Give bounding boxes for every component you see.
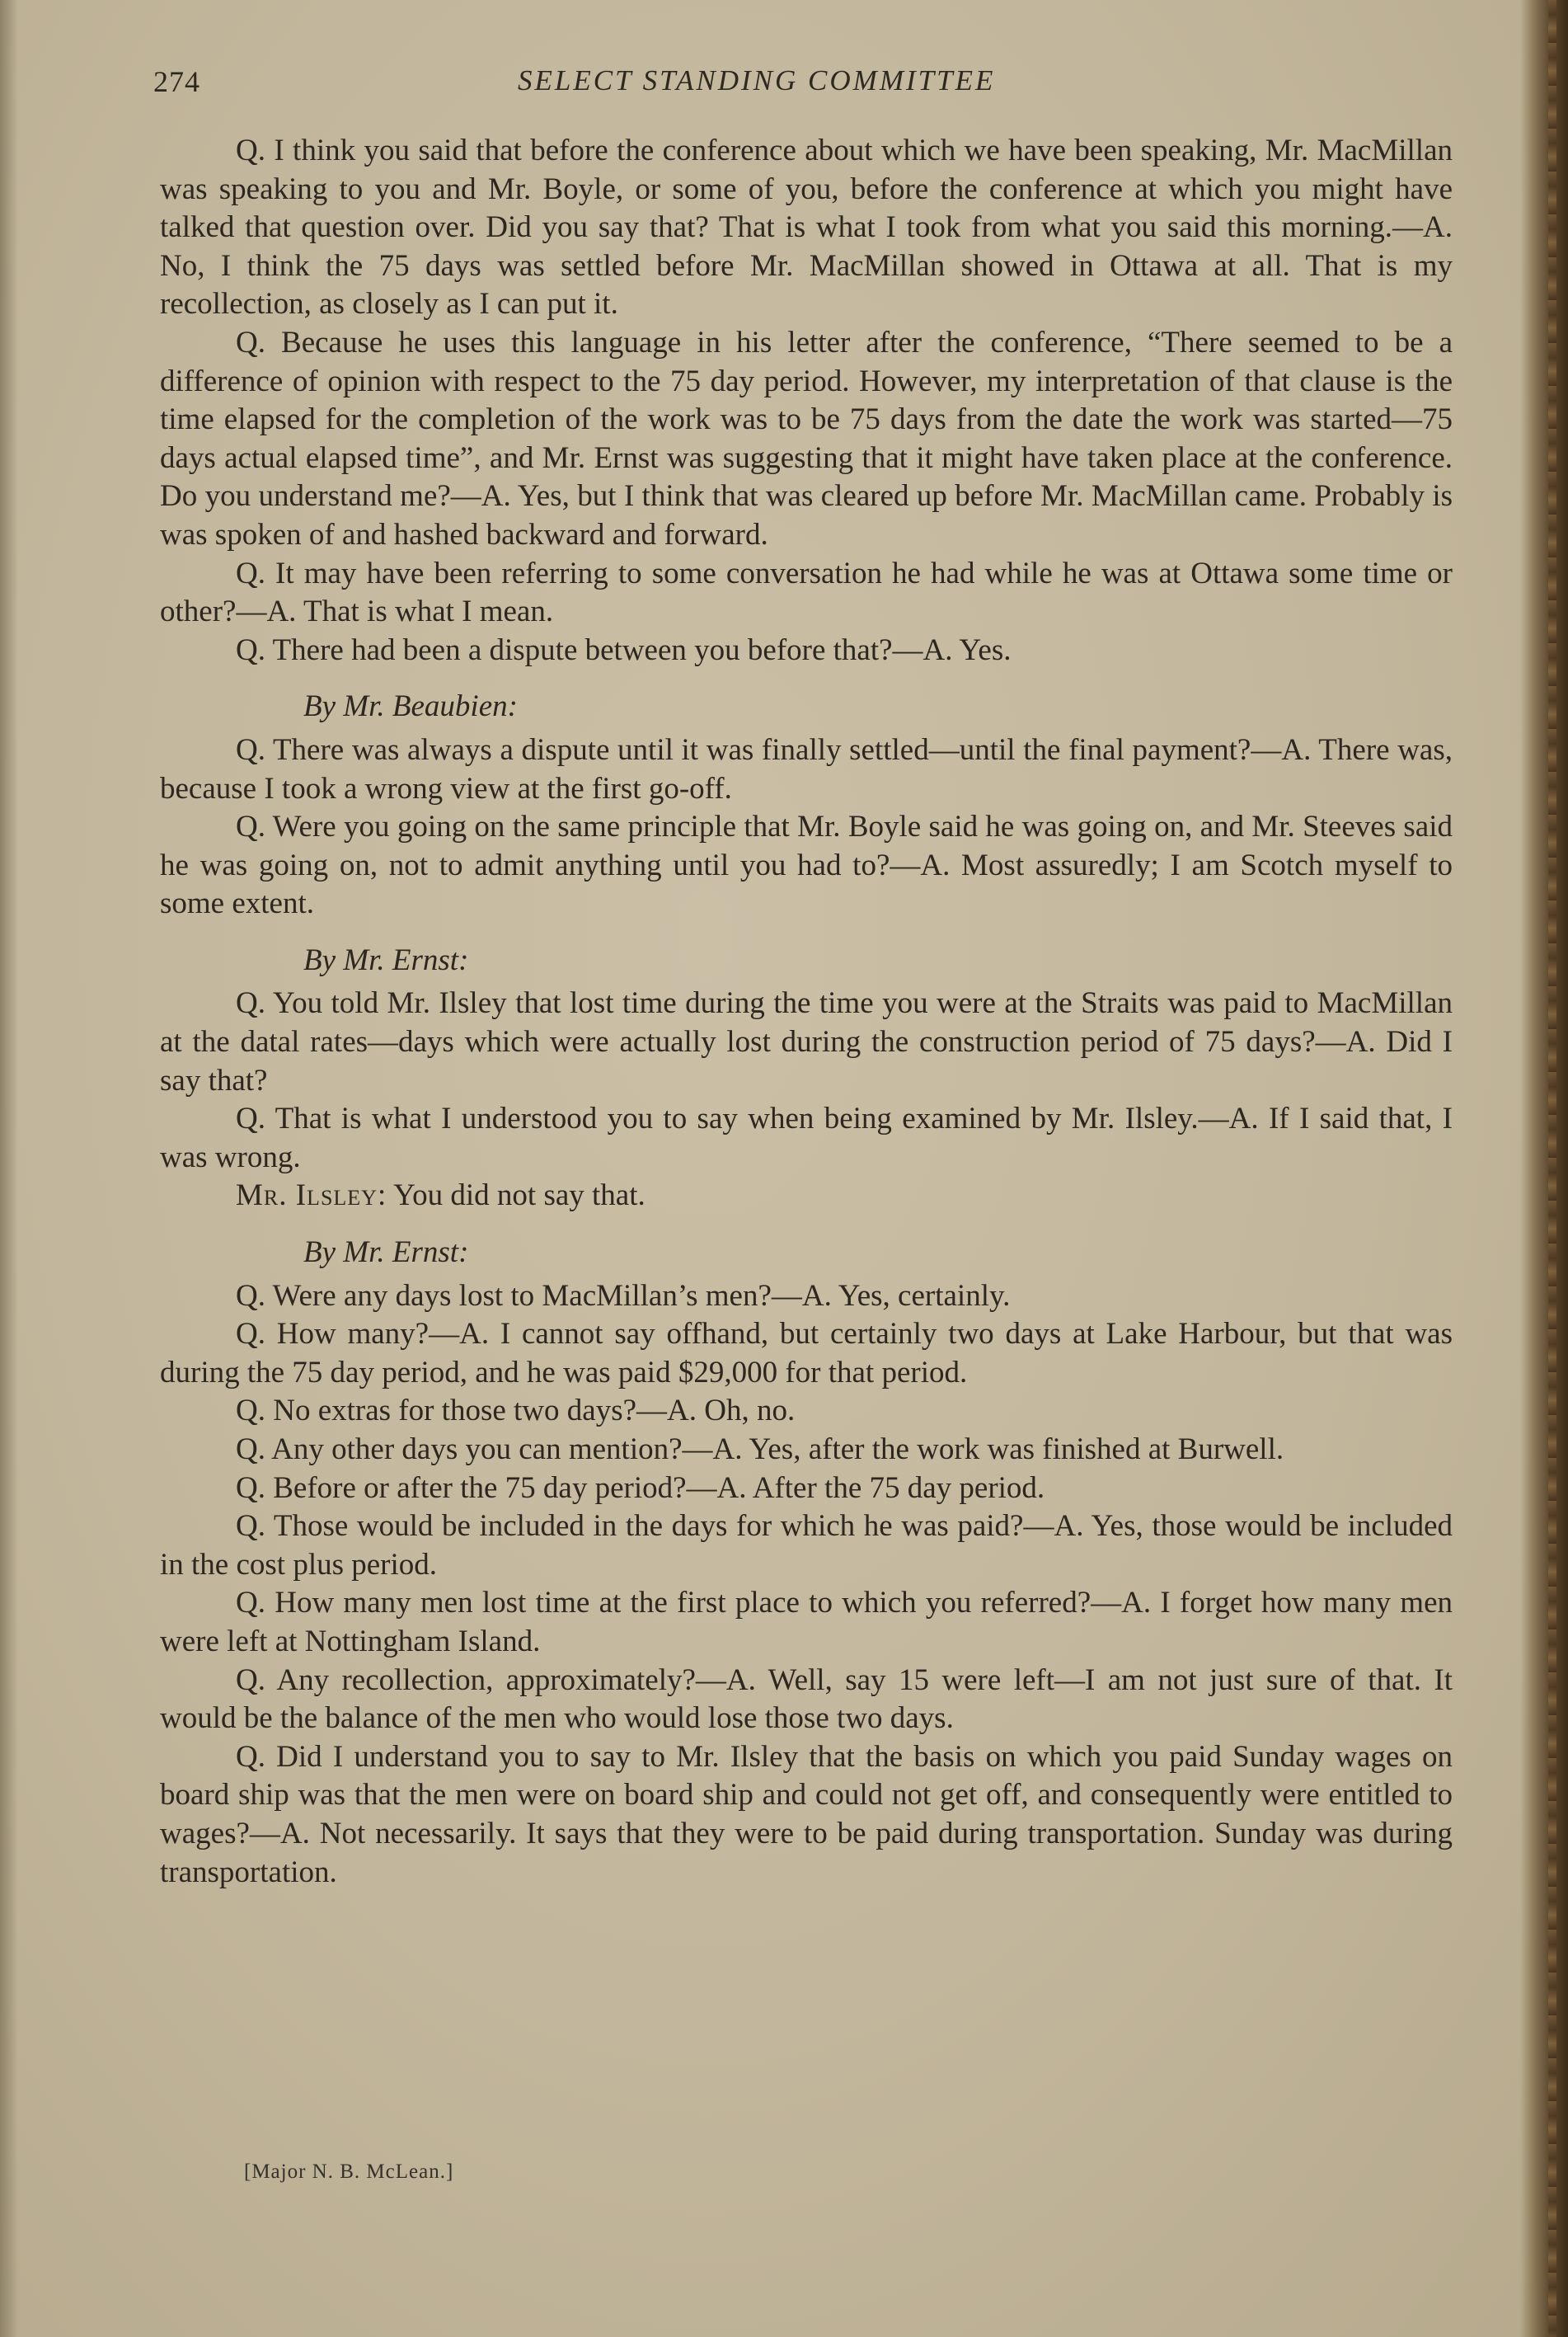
body-text [160,132,1453,1892]
paragraph: Q. Because he uses this language in his letter after the conference, “There seemed to be a difference of opinion with respect to the 75 day period. However, my interpretation of that clause is the time elapsed for the completion of the work was to be 75 days from the date the work was started—75 days actual elapsed time”, and Mr. Ernst was suggesting that it might have taken place at the conference. Do you understand me?—A. Yes, but I think that was cleared up before Mr. MacMillan came. Probably is was spoken of and hashed backward and forward. [160,325,1453,552]
examiner-byline: By Mr. Ernst: [303,1235,469,1270]
speaker-name: Mr. Ilsley: [236,1178,387,1213]
paragraph: Q. Any other days you can mention?—A. Yes, after the work was finished at Burwell. [236,1432,1284,1466]
speaker-statement: You did not say that. [387,1178,646,1213]
paragraph: Q. There had been a dispute between you before that?—A. Yes. [236,632,1012,667]
paragraph: Q. Any recollection, approximately?—A. Well, say 15 were left—I am not just sure of that. It would be the balance of the men who would lose those two days. [160,1662,1453,1736]
paragraph: Q. How many?—A. I cannot say offhand, but certainly two days at Lake Harbour, but that was during the 75 day period, and he was paid $29,000 for that period. [160,1317,1453,1390]
paragraph: Q. That is what I understood you to say when being examined by Mr. Ilsley.—A. If I said that, I was wrong. [160,1102,1453,1174]
paragraph: Q. You told Mr. Ilsley that lost time during the time you were at the Straits was paid to MacMillan at the datal rates—days which were actually lost during the construction period of 75 days?—A. Did I say that? [160,986,1453,1098]
examiner-byline: By Mr. Ernst: [303,943,469,977]
examiner-byline: By Mr. Beaubien: [303,689,518,724]
paragraph: Q. I think you said that before the conference about which we have been speaking, Mr. MacMillan was speaking to you and Mr. Boyle, or some of you, before the conference at which you might have talked that question over. Did you say that? That is what I took from what you said this morning.—A. No, I think the 75 days was settled before Mr. MacMillan showed in Ottawa at all. That is my recollection, as closely as I can put it. [160,134,1453,322]
paragraph: Q. There was always a dispute until it was finally settled—until the final payment?—A. There was, because I took a wrong view at the first go-off. [160,732,1453,806]
speaker-paragraph [160,1177,1453,1216]
paragraph: Q. Before or after the 75 day period?—A. After the 75 day period. [236,1470,1045,1505]
paragraph: Q. Were any days lost to MacMillan’s men?—A. Yes, certainly. [236,1278,1011,1313]
paragraph: Q. Did I understand you to say to Mr. Ilsley that the basis on which you paid Sunday wages on board ship was that the men were on board ship and could not get off, and consequently were entitled to wages?—A. Not necessarily. It says that they were to be paid during transportation. Sunday was during transportation. [160,1739,1453,1889]
spine-binding [1548,0,1556,2337]
page-header [153,64,1456,106]
witness-footer: [Major N. B. McLean.] [244,2161,454,2183]
paragraph: Q. Those would be included in the days for which he was paid?—A. Yes, those would be included in the cost plus period. [160,1509,1453,1582]
paragraph: Q. No extras for those two days?—A. Oh, no. [236,1394,796,1428]
paragraph: Q. Were you going on the same principle that Mr. Boyle said he was going on, and Mr. Steeves said he was going on, not to admit anything until you had to?—A. Most assuredly; I am Scotch myself to some extent. [160,810,1453,921]
book-spine [1520,0,1568,2337]
running-head: SELECT STANDING COMMITTEE [518,64,996,96]
paragraph: Q. How many men lost time at the first place to which you referred?—A. I forget how many men were left at Nottingham Island. [160,1586,1453,1658]
page-left-edge [0,0,18,2337]
page-number: 274 [153,65,200,98]
paragraph: Q. It may have been referring to some conversation he had while he was at Ottawa some time or other?—A. That is what I mean. [160,556,1453,629]
